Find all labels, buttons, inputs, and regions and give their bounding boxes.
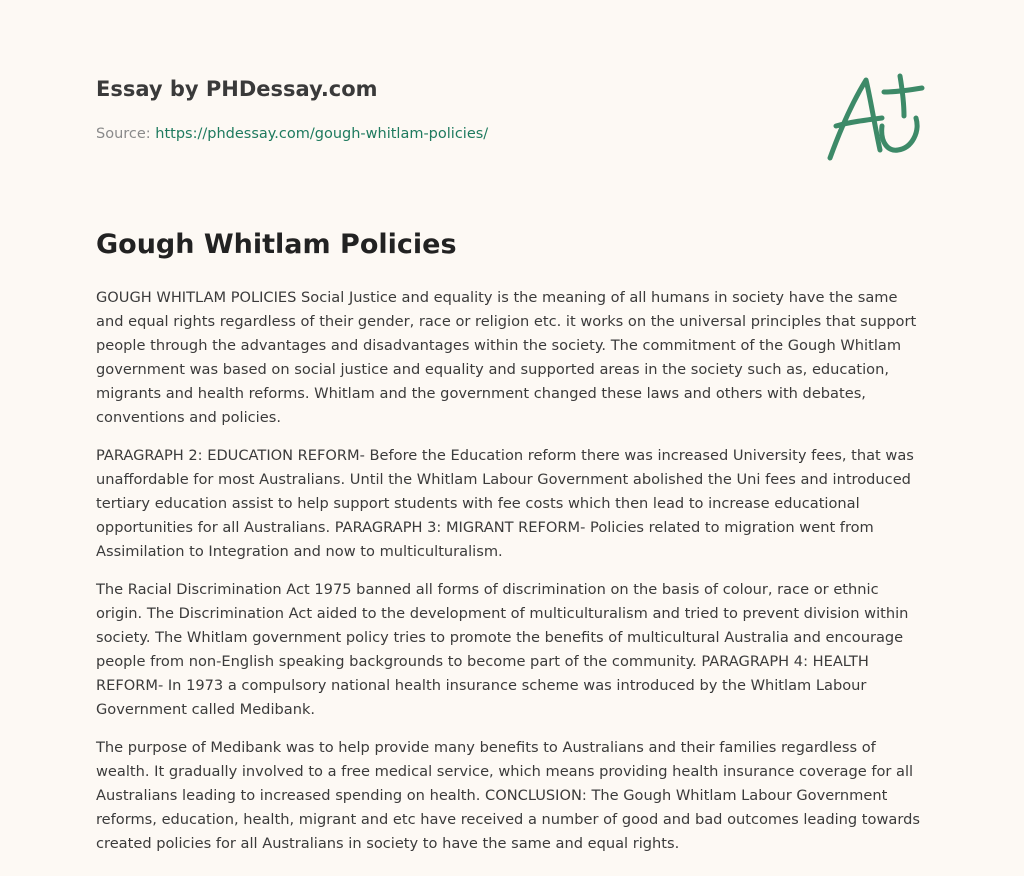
source-label: Source: xyxy=(96,126,151,142)
essay-paragraph: GOUGH WHITLAM POLICIES Social Justice and equality is the meaning of all humans in society have the same and equal rights regardless of their gender, race or religion etc. it works on the universal principles that support people through the advantages and disadvantages within the society. The commitment of the Gough Whitlam government was based on social justice and equality and supported areas in the society such as, education, migrants and health reforms. Whitlam and the government changed these laws and others with debates, conventions and policies. xyxy=(96,289,917,426)
source-link[interactable]: https://phdessay.com/gough-whitlam-policies/ xyxy=(155,126,489,142)
a-plus-logo-icon xyxy=(822,66,932,166)
essay-paragraph: The purpose of Medibank was to help provide many benefits to Australians and their families regardless of wealth. It gradually involved to a free medical service, which means providing health insurance coverage for all Australians leading to increased spending on health. CONCLUSION: The Gough Whitlam Labour Government reforms, education, health, migrant and etc have received a number of good and bad outcomes leading towards created policies for all Australians in society to have the same and equal rights. xyxy=(96,739,920,852)
source-line xyxy=(96,124,796,144)
essay-title: Gough Whitlam Policies xyxy=(96,229,457,260)
site-brand: Essay by PHDessay.com xyxy=(96,77,378,101)
essay-paragraph: PARAGRAPH 2: EDUCATION REFORM- Before the Education reform there was increased University fees, that was unaffordable for most Australians. Until the Whitlam Labour Government abolished the Uni fees and introduced tertiary education assist to help support students with fee costs which then lead to increase educational opportunities for all Australians. PARAGRAPH 3: MIGRANT REFORM- Policies related to migration went from Assimilation to Integration and now to multiculturalism. xyxy=(96,447,914,560)
essay-body xyxy=(96,286,926,870)
essay-paragraph: The Racial Discrimination Act 1975 banned all forms of discrimination on the basis of colour, race or ethnic origin. The Discrimination Act aided to the development of multiculturalism and tried to prevent division within society. The Whitlam government policy tries to promote the benefits of multicultural Australia and encourage people from non-English speaking backgrounds to become part of the community. PARAGRAPH 4: HEALTH REFORM- In 1973 a compulsory national health insurance scheme was introduced by the Whitlam Labour Government called Medibank. xyxy=(96,581,909,718)
page-header xyxy=(96,74,796,144)
